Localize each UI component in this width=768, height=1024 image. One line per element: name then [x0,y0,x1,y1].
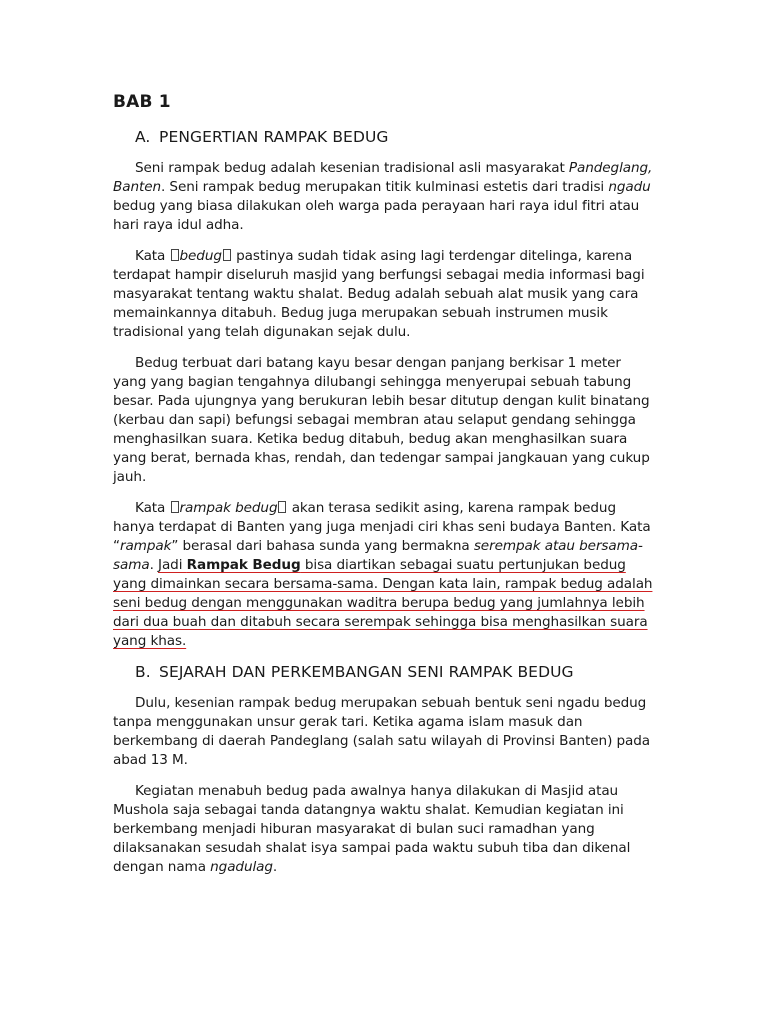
text-run: Seni rampak bedug adalah kesenian tradisional asli masyarakat [135,160,569,176]
text-run: . Seni rampak bedug merupakan titik kulminasi estetis dari tradisi [160,179,609,195]
text-run: Jadi [158,557,187,573]
section-b-heading [113,663,658,682]
section-a-heading [113,128,658,147]
paragraph-4 [113,499,658,651]
section-a-number: A. [135,128,151,146]
chapter-heading: BAB 1 [113,92,171,112]
paragraph-6 [113,782,658,877]
italic-run: Pandeglang, Banten [113,160,653,195]
text-run: bedug yang biasa dilakukan oleh warga pada perayaan hari raya idul fitri atau hari raya idul adha. [113,198,640,233]
italic-run: serempak atau bersama-sama [113,538,643,573]
italic-run: rampak [119,538,172,554]
paragraph-2 [113,247,658,342]
section-b-title: SEJARAH DAN PERKEMBANGAN SENI RAMPAK BEDUG [159,663,574,681]
missing-glyph-icon [223,249,231,261]
missing-glyph-icon [171,501,179,513]
missing-glyph-icon [278,501,286,513]
text-run: akan terasa sedikit asing, karena rampak bedug hanya terdapat di Banten yang juga menjadi ciri khas seni budaya Banten. Kata “ [113,500,651,554]
text-run: ” berasal dari bahasa sunda yang bermakna [171,538,474,554]
text-run: . [149,557,159,573]
italic-run: ngadu [608,179,651,195]
text-run: . [272,859,278,875]
text-run: Kata [135,500,170,516]
paragraph-5 [113,694,658,770]
section-b-number: B. [135,663,151,681]
text-run: pastinya sudah tidak asing lagi terdengar ditelinga, karena terdapat hampir diseluruh masjid yang berfungsi sebagai media informasi bagi masyarakat tentang waktu shalat. Bedug adalah sebuah alat musik yang cara memainkannya ditabuh. Bedug juga merupakan sebuah instrumen musik tradisional yang telah digunakan sejak dulu. [113,248,645,340]
text-run: Kegiatan menabuh bedug pada awalnya hanya dilakukan di Masjid atau Mushola saja sebagai tanda datangnya waktu shalat. Kemudian kegiatan ini berkembang menjadi hiburan masyarakat di bulan suci ramadhan yang dilaksanakan sesudah shalat isya sampai pada waktu subuh tiba dan dikenal dengan nama [113,783,631,875]
text-run: Dulu, kesenian rampak bedug merupakan sebuah bentuk seni ngadu bedug tanpa menggunakan unsur gerak tari. Ketika agama islam masuk dan berkembang di daerah Pandeglang (salah satu wilayah di Provinsi Banten) pada abad 13 M. [113,695,651,768]
text-run: Bedug terbuat dari batang kayu besar dengan panjang berkisar 1 meter yang yang bagian tengahnya dilubangi sehingga menyerupai sebuah tabung besar. Pada ujungnya yang berukuran lebih besar ditutup dengan kulit binatang (kerbau dan sapi) befungsi sebagai membran atau selaput gendang sehingga menghasilkan suara. Ketika bedug ditabuh, bedug akan menghasilkan suara yang berat, bernada khas, rendah, dan tedengar sampai jangkauan yang cukup jauh. [113,355,650,485]
paragraph-1 [113,159,658,235]
italic-run: rampak bedug [179,500,278,516]
paragraph-3 [113,354,658,487]
italic-run: ngadulag [210,859,273,875]
section-a-title: PENGERTIAN RAMPAK BEDUG [159,128,389,146]
bold-run: Rampak Bedug [186,557,301,573]
document-page [113,88,658,889]
text-run: Kata [135,248,170,264]
italic-run: bedug [179,248,222,264]
missing-glyph-icon [171,249,179,261]
text-run: bisa diartikan sebagai suatu pertunjukan bedug yang dimainkan secara bersama-sama. Dengan kata lain, rampak bedug adalah seni bedug dengan menggunakan waditra berupa bedug yang jumlahnya lebih dari dua buah dan ditabuh secara serempak sehingga bisa menghasilkan suara yang khas. [113,557,653,649]
spellcheck-underlined-text [113,557,652,649]
